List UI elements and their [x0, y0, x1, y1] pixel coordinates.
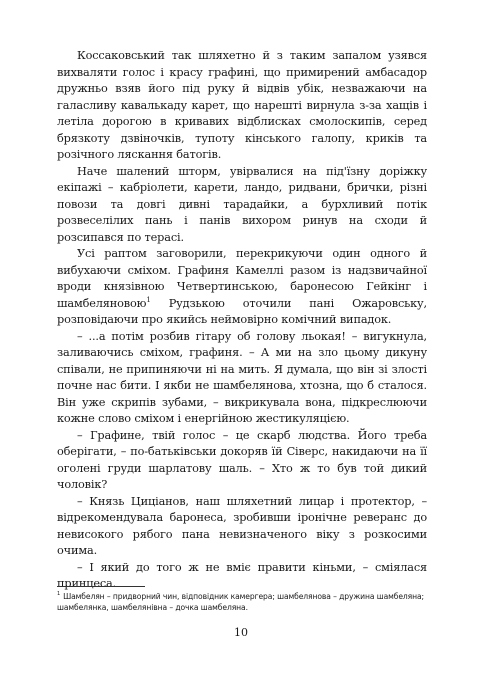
paragraph-3 — [57, 246, 427, 329]
footnote-text: Шамбелян – придворний чин, відповідник камергера; шамбелянова – дружина шамбеляна; шамбелянка, шамбелянівна – дочка шамбеляна. — [57, 592, 425, 612]
paragraph-3-text-cont: Рудзькою оточили пані Ожаровську, розповідаючи про якийсь неймовірно комічний випадок. — [57, 296, 427, 326]
paragraph-4: – ...а потім розбив гітару об голову льокая! – вигукнула, заливаючись сміхом, графиня. – А ми на зло цьому дикуну співали, не припиняючи ні на мить. Я думала, що він зі злості почне нас бити. І якби не шамбелянова, хтозна, що б сталося. Він уже скрипів зубами, – викрикувала вона, підкреслюючи кожне слово сміхом і енергійною жестикуляцією. — [57, 329, 427, 425]
footnote-reference: 1 — [146, 295, 151, 304]
paragraph-1: Коссаковський так шляхетно й з таким запалом узявся вихваляти голос і красу графині, що примирений амбасадор дружньо взяв його під руку й відвів убік, незважаючи на галасливу кавалькаду карет, що нарешті вирнула з-за хащів і летіла дорогою в кривавих відблисках смолоскипів, серед брязкоту дзвіночків, тупоту кінського галопу, криків та розічного ляскання батогів. — [57, 49, 427, 161]
body-text — [57, 48, 427, 593]
paragraph-2: Наче шалений шторм, увірвалися на під'їзну доріжку екіпажі – кабріолети, карети, ландо, ридвани, брички, різні повози та довгі дивні тарадайки, а бурхливий потік розвеселілих пань і панів вихором ринув на сходи й розсипався по терасі. — [57, 164, 427, 244]
paragraph-5: – Графине, твій голос – це скарб людства. Його треба оберігати, – по-батьківськи докоряв їй Сіверс, накидаючи на її оголені груди шарлатову шаль. – Хто ж то був той дикий чоловік? — [57, 428, 427, 491]
paragraph-7: – І який до того ж не вміє правити кіньми, – сміялася принцеса. — [57, 560, 427, 590]
footnote-divider — [57, 586, 145, 587]
footnote-marker: 1 — [57, 591, 61, 598]
paragraph-3-text: Усі раптом заговорили, перекрикуючи один одного й вибухаючи сміхом. Графиня Камеллі разом із надзвичайної вроди князівною Четвертинською, баронесою Гейкінг і шамбеляновою — [57, 247, 427, 310]
footnote — [57, 591, 427, 613]
page-number: 10 — [234, 626, 248, 639]
paragraph-6: – Князь Циціанов, наш шляхетний лицар і протектор, – відрекомендувала баронеса, зробивши іронічне реверанс до невисокого рябого пана невизначеного віку з розкосими очима. — [57, 494, 427, 557]
